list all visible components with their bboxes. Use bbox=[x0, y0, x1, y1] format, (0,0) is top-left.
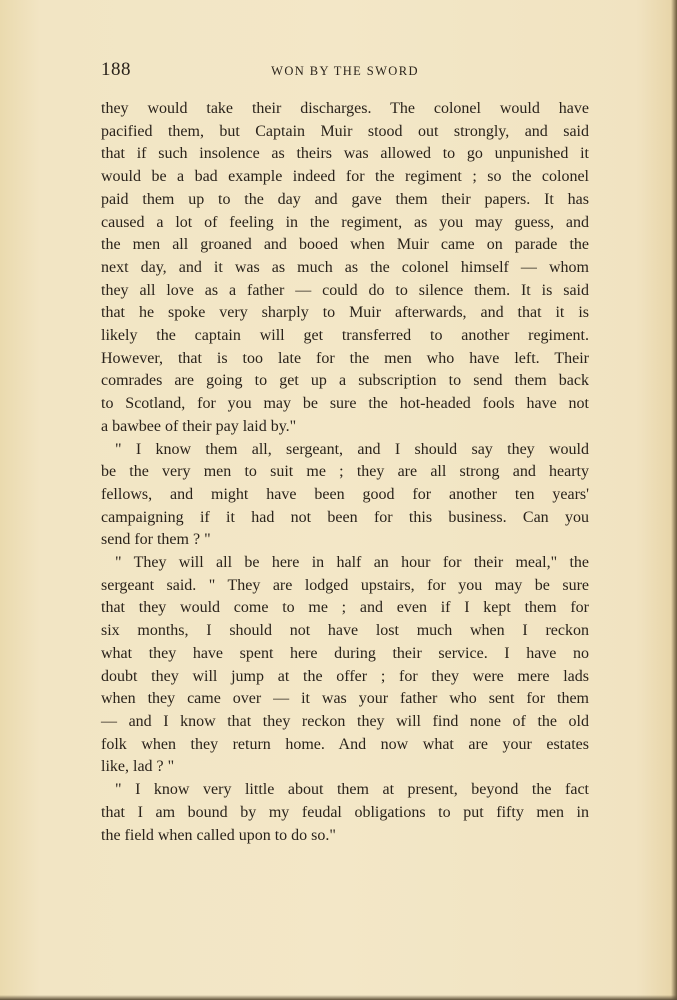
text-line: send for them ? " bbox=[101, 531, 211, 549]
text-line: six months, I should not have lost much when I reckon bbox=[101, 622, 589, 640]
text-line: that if such insolence as theirs was allowed to go unpunished it bbox=[101, 145, 589, 163]
page-edge-shadow bbox=[671, 0, 677, 1000]
text-line: would be a bad example indeed for the regiment ; so the colonel bbox=[101, 168, 589, 186]
text-line: that he spoke very sharply to Muir afterwards, and that it is bbox=[101, 304, 589, 322]
text-line: pacified them, but Captain Muir stood out strongly, and said bbox=[101, 122, 589, 140]
text-line: fellows, and might have been good for another ten years' bbox=[101, 485, 589, 503]
text-line: they all love as a father — could do to silence them. It is said bbox=[101, 281, 589, 299]
page-bottom-edge bbox=[0, 995, 677, 1000]
text-line: the men all groaned and booed when Muir came on parade the bbox=[101, 236, 589, 254]
text-line: like, lad ? " bbox=[101, 758, 175, 776]
text-line: next day, and it was as much as the colonel himself — whom bbox=[101, 258, 589, 276]
text-line: — and I know that they reckon they will find none of the old bbox=[101, 712, 589, 730]
text-line: the field when called upon to do so." bbox=[101, 826, 336, 844]
text-line: " They will all be here in half an hour for their meal," the bbox=[115, 554, 589, 572]
text-line: " I know them all, sergeant, and I should say they would bbox=[115, 440, 589, 458]
text-line: when they came over — it was your father who sent for them bbox=[101, 690, 589, 708]
text-line: likely the captain will get transferred to another regiment. bbox=[101, 327, 589, 345]
text-line: caused a lot of feeling in the regiment, as you may guess, and bbox=[101, 213, 589, 231]
text-line: be the very men to suit me ; they are all strong and hearty bbox=[101, 463, 589, 481]
text-line: campaigning if it had not been for this business. Can you bbox=[101, 508, 589, 526]
text-line: what they have spent here during their service. I have no bbox=[101, 644, 589, 662]
text-line: doubt they will jump at the offer ; for they were mere lads bbox=[101, 667, 589, 685]
text-line: a bawbee of their pay laid by." bbox=[101, 417, 297, 435]
text-line: to Scotland, for you may be sure the hot-headed fools have not bbox=[101, 395, 589, 413]
text-line: that I am bound by my feudal obligations to put fifty men in bbox=[101, 803, 589, 821]
text-line: comrades are going to get up a subscription to send them back bbox=[101, 372, 589, 390]
text-line: they would take their discharges. The colonel would have bbox=[101, 100, 589, 117]
text-line: paid them up to the day and gave them their papers. It has bbox=[101, 190, 589, 208]
page-number: 188 bbox=[101, 59, 131, 80]
text-line: folk when they return home. And now what are your estates bbox=[101, 735, 589, 753]
body-text bbox=[101, 98, 589, 847]
page-header bbox=[101, 59, 589, 83]
text-line: However, that is too late for the men who have left. Their bbox=[101, 349, 589, 367]
text-line: " I know very little about them at present, beyond the fact bbox=[115, 781, 589, 799]
text-line: that they would come to me ; and even if I kept them for bbox=[101, 599, 589, 617]
text-line: sergeant said. " They are lodged upstairs, for you may be sure bbox=[101, 576, 589, 594]
running-head: WON BY THE SWORD bbox=[271, 64, 419, 78]
